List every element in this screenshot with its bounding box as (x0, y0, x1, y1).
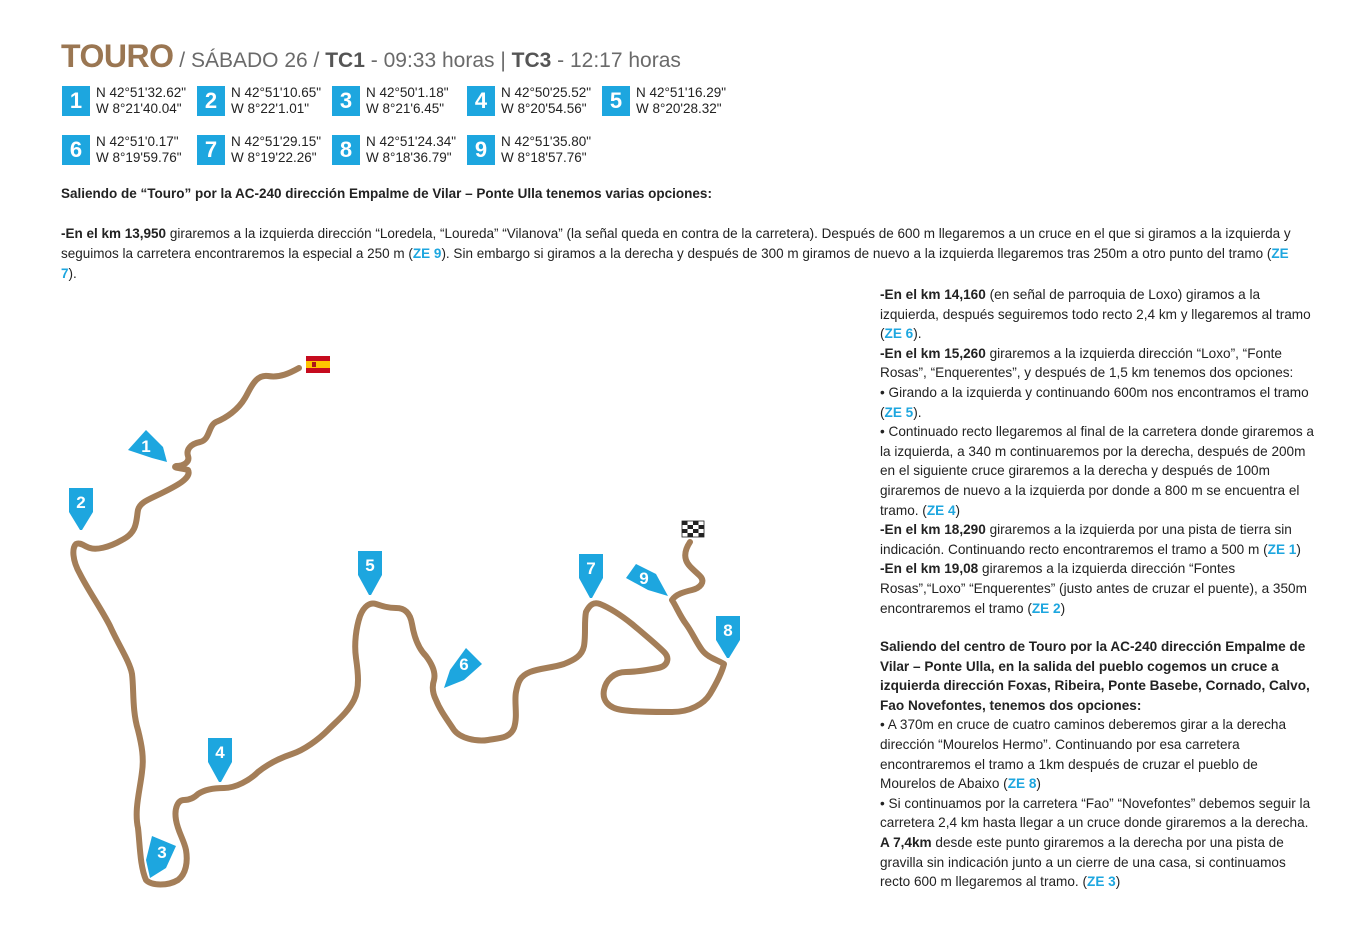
tc1-label: TC1 (325, 49, 365, 72)
route-line (73, 368, 724, 885)
coord-lon: W 8°22'1.01" (231, 101, 310, 116)
intro-text: Saliendo de “Touro” por la AC-240 dirección Empalme de Vilar – Ponte Ulla tenemos varias opciones: (61, 186, 712, 201)
marker-4 (208, 738, 232, 782)
coord-badge: 2 (197, 86, 225, 116)
directions-text: • A 370m en cruce de cuatro caminos deberemos girar a la derecha dirección “Mourelos Hermo”. Continuando por esa carretera encontraremos el tramo a 1km después de cruzar el pueblo de Mourelos de Abaixo ( (880, 717, 1286, 792)
marker-8 (716, 616, 740, 658)
marker-label: 5 (365, 556, 375, 575)
coord-badge: 7 (197, 135, 225, 165)
coord-lon: W 8°18'36.79" (366, 150, 452, 165)
directions-text: ). (68, 266, 77, 281)
coord-lon: W 8°18'57.76" (501, 150, 587, 165)
coord-lat: N 42°51'24.34" (366, 134, 457, 149)
ze-ref: ZE 1 (1267, 541, 1297, 557)
marker-6 (444, 648, 482, 688)
directions-text: giraremos a la izquierda dirección “Loredela, “Loureda” “Vilanova” (la señal queda en contra de la carretera). Después de 600 m llegaremos a un cruce en el que si giramos a la izquierda y seguimos la carretera encontraremos la especial a 250 m ( (61, 226, 1291, 261)
coord-badge: 5 (602, 86, 630, 116)
marker-label: 4 (215, 743, 225, 762)
directions-text: ) (955, 502, 961, 518)
coord-lon: W 8°21'6.45" (366, 101, 445, 116)
directions-text: giraremos a la izquierda dirección “Loxo”, “Fonte Rosas”, “Enquerentes”, y después de 1,5 km tenemos dos opciones: (880, 345, 1294, 381)
km-label: -En el km 15,260 (880, 345, 986, 361)
coord-badge: 9 (467, 135, 495, 165)
ze-ref: ZE 3 (1087, 874, 1116, 890)
directions-text: • Continuado recto llegaremos al final de la carretera donde giraremos a la izquierda, a 340 m continuaremos por la derecha, después de 200m en el siguiente cruce giraremos a la derecha y después de 100m giraremos de nuevo a la izquierda por donde a 800 m se encuentra el tramo. ( (880, 424, 1314, 518)
coord-lon: W 8°21'40.04" (96, 101, 182, 116)
checkered-flag-icon (682, 521, 704, 537)
km-label: A 7,4km (880, 835, 932, 851)
directions-text: ) (1036, 776, 1041, 792)
directions-text: giraremos a la izquierda dirección “Fontes Rosas”,“Loxo” “Enquerentes” (justo antes de cruzar el puente), a 350m encontraremos el tramo ( (880, 561, 1307, 616)
coord-lat: N 42°50'25.52" (501, 85, 592, 100)
header-sep: / (307, 49, 326, 72)
section-heading: Saliendo del centro de Touro por la AC-240 dirección Empalme de Vilar – Ponte Ulla, en la salida del pueblo cogemos un cruce a izquierda dirección Foxas, Ribeira, Ponte Basebe, Cornado, Calvo, Fao Novefontes, tenemos dos opciones: (880, 639, 1310, 713)
coord-badge: 6 (62, 135, 90, 165)
marker-5 (358, 551, 382, 595)
directions-text: ) (1296, 541, 1301, 557)
tc3-time: - 12:17 horas (551, 49, 681, 72)
directions-text: ). Sin embargo si giramos a la derecha y después de 300 m giramos de nuevo a la izquierda llegaremos tras 250m a otro punto del tramo ( (441, 246, 1272, 261)
coord-lat: N 42°51'32.62" (96, 85, 187, 100)
coord-lat: N 42°51'0.17" (96, 134, 179, 149)
coord-lat: N 42°51'16.29" (636, 85, 727, 100)
coord-lat: N 42°51'10.65" (231, 85, 322, 100)
ze-ref: ZE 2 (1031, 600, 1061, 616)
coord-badge: 4 (467, 86, 495, 116)
header-sep: | (494, 49, 512, 72)
coord-lat: N 42°50'1.18" (366, 85, 449, 100)
coord-badge: 1 (62, 86, 90, 116)
directions-text: ) (1060, 600, 1066, 616)
ze-ref: ZE 4 (926, 502, 956, 518)
marker-3 (146, 836, 176, 878)
ze-ref: ZE 5 (884, 404, 914, 420)
marker-label: 6 (459, 655, 469, 674)
coord-lon: W 8°19'59.76" (96, 150, 182, 165)
directions-text: giraremos a la izquierda por una pista de tierra sin indicación. Continuando recto encontraremos el tramo a 500 m ( (880, 522, 1292, 557)
coord-lon: W 8°20'28.32" (636, 101, 722, 116)
directions-text: • Si continuamos por la carretera “Fao” “Novefontes” debemos seguir la carretera 2,4 km hasta llegar a un cruce donde giraremos a la derecha. (880, 795, 1311, 831)
directions-text: desde este punto giraremos a la derecha por una pista de gravilla sin indicación junto a un cierre de una casa, si continuamos recto 600 m llegaremos al tramo. ( (880, 835, 1286, 890)
directions-text: ). (913, 326, 922, 342)
coord-badge: 3 (332, 86, 360, 116)
coord-lat: N 42°51'29.15" (231, 134, 322, 149)
coord-lat: N 42°51'35.80" (501, 134, 592, 149)
ze-ref: ZE 8 (1007, 776, 1037, 792)
ze-ref: ZE 7 (61, 246, 1289, 281)
ze-ref: ZE 9 (412, 246, 442, 261)
coord-lon: W 8°19'22.26" (231, 150, 317, 165)
marker-label: 3 (157, 843, 167, 862)
marker-9 (626, 564, 668, 596)
marker-label: 9 (639, 569, 649, 588)
stage-date: SÁBADO 26 (190, 49, 308, 72)
header-sep: / (173, 49, 191, 72)
spain-flag-icon (306, 356, 330, 373)
marker-label: 7 (586, 559, 596, 578)
marker-1 (128, 430, 167, 462)
stage-title: TOURO (61, 38, 174, 74)
marker-label: 8 (723, 621, 733, 640)
km-label: -En el km 13,950 (61, 226, 167, 241)
directions-text: ) (1115, 874, 1121, 890)
marker-label: 2 (76, 493, 86, 512)
directions-text: • Girando a la izquierda y continuando 600m nos encontramos el tramo ( (880, 384, 1309, 420)
directions-text: ). (913, 404, 922, 420)
km-label: -En el km 14,160 (880, 287, 986, 302)
ze-ref: ZE 6 (884, 326, 914, 342)
tc3-label: TC3 (511, 49, 552, 72)
marker-7 (579, 554, 603, 598)
marker-2 (69, 488, 93, 530)
coord-badge: 8 (332, 135, 360, 165)
coord-lon: W 8°20'54.56" (501, 101, 587, 116)
tc1-time: - 09:33 horas (364, 49, 495, 72)
km-label: -En el km 19,08 (880, 561, 979, 577)
marker-label: 1 (141, 437, 151, 456)
km-label: -En el km 18,290 (880, 522, 986, 538)
directions-text: (en señal de parroquia de Loxo) giramos a la izquierda, después seguiremos todo recto 2,4 km y llegaremos al tramo ( (880, 287, 1311, 342)
